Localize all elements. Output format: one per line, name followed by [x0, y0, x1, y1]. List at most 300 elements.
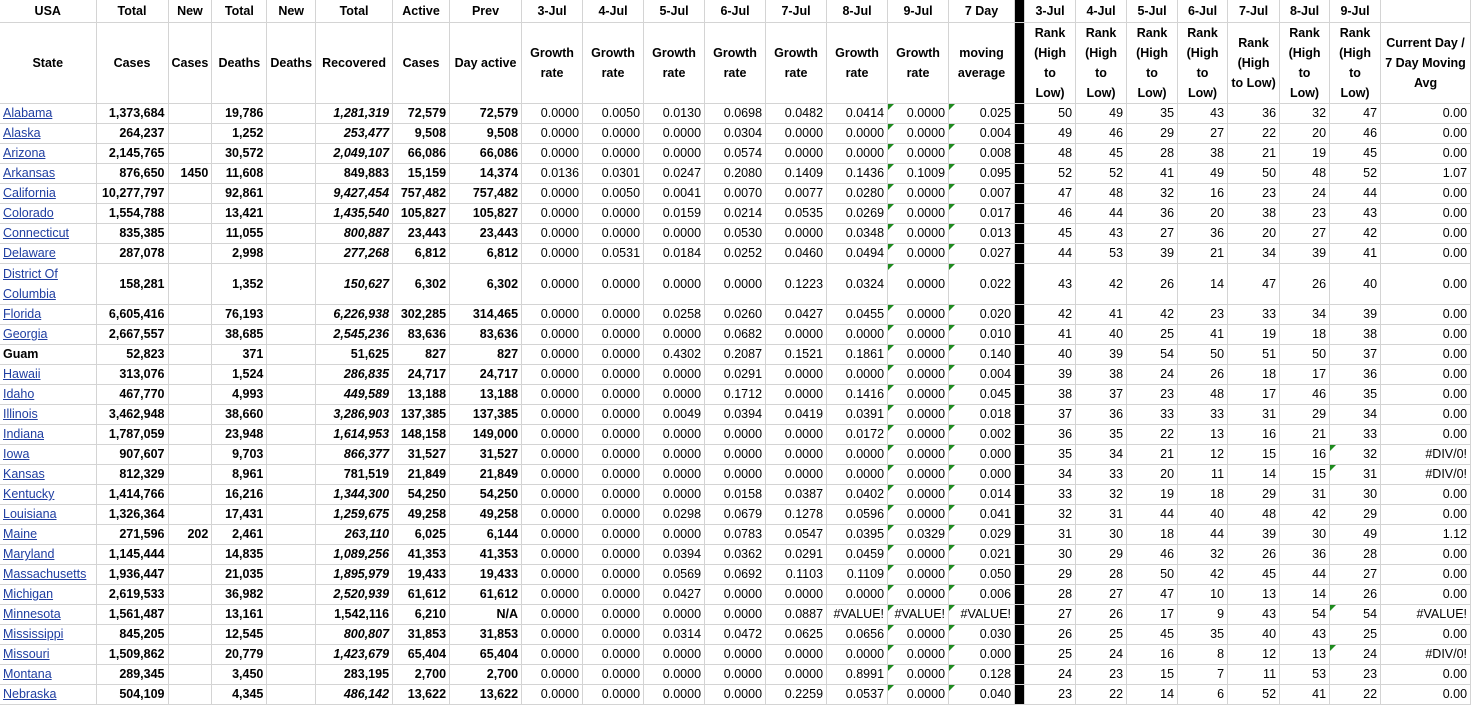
data-cell[interactable]: 1,352 — [212, 264, 267, 305]
header-cell[interactable]: State — [0, 23, 96, 104]
data-cell[interactable]: #DIV/0! — [1381, 465, 1471, 485]
data-cell[interactable]: 0.0000 — [644, 224, 705, 244]
data-cell[interactable] — [168, 645, 212, 665]
data-cell[interactable]: 32 — [1280, 104, 1330, 124]
data-cell[interactable]: 18 — [1228, 365, 1280, 385]
data-cell[interactable]: 72,579 — [450, 104, 522, 124]
data-cell[interactable]: 17 — [1228, 385, 1280, 405]
data-cell[interactable]: 0.00 — [1381, 345, 1471, 365]
data-cell[interactable]: 38 — [1076, 365, 1127, 385]
data-cell[interactable]: 0.0301 — [583, 164, 644, 184]
data-cell[interactable]: 1,435,540 — [316, 204, 393, 224]
data-cell[interactable]: 48 — [1025, 144, 1076, 164]
data-cell[interactable]: 42 — [1330, 224, 1381, 244]
data-cell[interactable]: 21,035 — [212, 565, 267, 585]
data-cell[interactable]: 0.0329 — [888, 525, 949, 545]
data-cell[interactable] — [168, 445, 212, 465]
data-cell[interactable]: 54 — [1330, 605, 1381, 625]
data-cell[interactable]: 0.0000 — [827, 144, 888, 164]
data-cell[interactable]: 13 — [1228, 585, 1280, 605]
data-cell[interactable]: 1,614,953 — [316, 425, 393, 445]
data-cell[interactable]: 13,188 — [393, 385, 450, 405]
data-cell[interactable]: 1450 — [168, 164, 212, 184]
header-cell[interactable]: Rank (High to Low) — [1228, 23, 1280, 104]
data-cell[interactable]: 0.0000 — [522, 104, 583, 124]
data-cell[interactable]: 0.0000 — [766, 445, 827, 465]
data-cell[interactable]: 0.0280 — [827, 184, 888, 204]
data-cell[interactable] — [168, 365, 212, 385]
data-cell[interactable]: 0.0000 — [522, 405, 583, 425]
data-cell[interactable]: 19,433 — [450, 565, 522, 585]
data-cell[interactable]: 31 — [1280, 485, 1330, 505]
data-cell[interactable]: 6,210 — [393, 605, 450, 625]
state-link[interactable]: Minnesota — [0, 605, 96, 625]
data-cell[interactable]: 36 — [1228, 104, 1280, 124]
data-cell[interactable]: 48 — [1280, 164, 1330, 184]
state-link[interactable]: Idaho — [0, 385, 96, 405]
data-cell[interactable]: 43 — [1280, 625, 1330, 645]
data-cell[interactable]: 271,596 — [96, 525, 168, 545]
data-cell[interactable]: 44 — [1178, 525, 1228, 545]
data-cell[interactable]: 0.2259 — [766, 685, 827, 705]
data-cell[interactable]: 0.0000 — [888, 124, 949, 144]
data-cell[interactable]: 41 — [1330, 244, 1381, 264]
state-link[interactable]: Indiana — [0, 425, 96, 445]
data-cell[interactable]: 15 — [1280, 465, 1330, 485]
data-cell[interactable]: 0.00 — [1381, 305, 1471, 325]
data-cell[interactable]: 38,685 — [212, 325, 267, 345]
data-cell[interactable]: 14,374 — [450, 164, 522, 184]
data-cell[interactable]: 26 — [1076, 605, 1127, 625]
data-cell[interactable]: 54 — [1127, 345, 1178, 365]
header-cell[interactable]: 4-Jul — [583, 0, 644, 23]
data-cell[interactable]: 371 — [212, 345, 267, 365]
data-cell[interactable] — [267, 525, 316, 545]
data-cell[interactable] — [168, 244, 212, 264]
data-cell[interactable]: 0.0000 — [583, 305, 644, 325]
data-cell[interactable]: 0.040 — [949, 685, 1015, 705]
data-cell[interactable]: 39 — [1076, 345, 1127, 365]
data-cell[interactable]: 0.0000 — [827, 645, 888, 665]
data-cell[interactable]: 800,807 — [316, 625, 393, 645]
data-cell[interactable] — [267, 605, 316, 625]
data-cell[interactable]: 0.0000 — [705, 465, 766, 485]
data-cell[interactable] — [168, 405, 212, 425]
data-cell[interactable]: 0.0000 — [888, 204, 949, 224]
data-cell[interactable]: 21,849 — [450, 465, 522, 485]
data-cell[interactable]: 24 — [1025, 665, 1076, 685]
data-cell[interactable]: 35 — [1127, 104, 1178, 124]
data-cell[interactable] — [267, 204, 316, 224]
data-cell[interactable]: 0.140 — [949, 345, 1015, 365]
data-cell[interactable]: 0.0000 — [888, 685, 949, 705]
data-cell[interactable]: 41,353 — [450, 545, 522, 565]
data-cell[interactable]: 0.0000 — [888, 104, 949, 124]
data-cell[interactable]: 0.8991 — [827, 665, 888, 685]
header-cell[interactable]: Deaths — [267, 23, 316, 104]
state-link[interactable]: Maryland — [0, 545, 96, 565]
data-cell[interactable]: 4,993 — [212, 385, 267, 405]
data-cell[interactable]: 9,427,454 — [316, 184, 393, 204]
data-cell[interactable]: 2,619,533 — [96, 585, 168, 605]
data-cell[interactable]: 31,527 — [450, 445, 522, 465]
data-cell[interactable]: 35 — [1025, 445, 1076, 465]
data-cell[interactable]: 11,055 — [212, 224, 267, 244]
data-cell[interactable]: 44 — [1330, 184, 1381, 204]
data-cell[interactable]: 0.0269 — [827, 204, 888, 224]
data-cell[interactable]: 1,252 — [212, 124, 267, 144]
header-cell[interactable]: Growth rate — [888, 23, 949, 104]
data-cell[interactable]: 0.0000 — [888, 445, 949, 465]
data-cell[interactable]: 0.0000 — [644, 124, 705, 144]
data-cell[interactable]: 32 — [1127, 184, 1178, 204]
data-cell[interactable]: 27 — [1127, 224, 1178, 244]
data-cell[interactable]: 0.0698 — [705, 104, 766, 124]
data-cell[interactable]: 0.000 — [949, 445, 1015, 465]
data-cell[interactable]: 0.0000 — [766, 465, 827, 485]
data-cell[interactable]: 0.0000 — [522, 545, 583, 565]
data-cell[interactable]: 0.00 — [1381, 545, 1471, 565]
data-cell[interactable]: 14 — [1178, 264, 1228, 305]
data-cell[interactable]: 0.0000 — [583, 345, 644, 365]
data-cell[interactable]: 0.0402 — [827, 485, 888, 505]
data-cell[interactable] — [267, 665, 316, 685]
header-cell[interactable]: Growth rate — [522, 23, 583, 104]
data-cell[interactable]: 0.020 — [949, 305, 1015, 325]
header-cell[interactable]: Growth rate — [583, 23, 644, 104]
data-cell[interactable]: 0.0000 — [644, 445, 705, 465]
data-cell[interactable]: 9,703 — [212, 445, 267, 465]
data-cell[interactable]: 50 — [1127, 565, 1178, 585]
data-cell[interactable]: 0.0000 — [583, 124, 644, 144]
data-cell[interactable]: 0.2080 — [705, 164, 766, 184]
data-cell[interactable]: 27 — [1330, 565, 1381, 585]
data-cell[interactable]: 0.0000 — [888, 425, 949, 445]
data-cell[interactable]: 21,849 — [393, 465, 450, 485]
data-cell[interactable]: 0.0000 — [522, 445, 583, 465]
data-cell[interactable]: 286,835 — [316, 365, 393, 385]
data-cell[interactable]: 835,385 — [96, 224, 168, 244]
data-cell[interactable]: 2,545,236 — [316, 325, 393, 345]
data-cell[interactable]: 0.0000 — [583, 665, 644, 685]
data-cell[interactable]: 757,482 — [393, 184, 450, 204]
data-cell[interactable]: 36 — [1280, 545, 1330, 565]
data-cell[interactable]: 0.00 — [1381, 264, 1471, 305]
data-cell[interactable]: 0.0247 — [644, 164, 705, 184]
data-cell[interactable]: 0.0000 — [888, 144, 949, 164]
header-cell[interactable]: Recovered — [316, 23, 393, 104]
state-link[interactable]: Louisiana — [0, 505, 96, 525]
data-cell[interactable]: 27 — [1076, 585, 1127, 605]
data-cell[interactable]: 38 — [1178, 144, 1228, 164]
data-cell[interactable]: 0.0000 — [644, 264, 705, 305]
data-cell[interactable]: 0.021 — [949, 545, 1015, 565]
data-cell[interactable]: 0.00 — [1381, 685, 1471, 705]
data-cell[interactable]: 0.0000 — [583, 325, 644, 345]
data-cell[interactable]: 26 — [1228, 545, 1280, 565]
data-cell[interactable]: 0.0000 — [888, 585, 949, 605]
data-cell[interactable]: 0.00 — [1381, 425, 1471, 445]
header-cell[interactable]: 6-Jul — [705, 0, 766, 23]
data-cell[interactable]: 0.0000 — [888, 365, 949, 385]
data-cell[interactable]: 21 — [1280, 425, 1330, 445]
data-cell[interactable]: 23,443 — [450, 224, 522, 244]
state-link[interactable]: Kentucky — [0, 485, 96, 505]
data-cell[interactable]: 53 — [1076, 244, 1127, 264]
header-cell[interactable]: Growth rate — [827, 23, 888, 104]
data-cell[interactable]: 0.0569 — [644, 565, 705, 585]
header-cell[interactable]: 3-Jul — [1025, 0, 1076, 23]
data-cell[interactable] — [168, 104, 212, 124]
data-cell[interactable]: 28 — [1127, 144, 1178, 164]
data-cell[interactable]: 812,329 — [96, 465, 168, 485]
data-cell[interactable]: 35 — [1178, 625, 1228, 645]
data-cell[interactable]: 277,268 — [316, 244, 393, 264]
data-cell[interactable]: 0.00 — [1381, 665, 1471, 685]
data-cell[interactable]: 0.4302 — [644, 345, 705, 365]
data-cell[interactable]: 0.00 — [1381, 485, 1471, 505]
data-cell[interactable]: 43 — [1330, 204, 1381, 224]
data-cell[interactable]: 42 — [1127, 305, 1178, 325]
data-cell[interactable]: 22 — [1076, 685, 1127, 705]
data-cell[interactable]: 0.0574 — [705, 144, 766, 164]
data-cell[interactable]: 907,607 — [96, 445, 168, 465]
data-cell[interactable]: 0.0000 — [522, 605, 583, 625]
state-link[interactable]: Hawaii — [0, 365, 96, 385]
data-cell[interactable]: 22 — [1330, 685, 1381, 705]
data-cell[interactable]: 289,345 — [96, 665, 168, 685]
data-cell[interactable]: 137,385 — [450, 405, 522, 425]
data-cell[interactable]: 29 — [1076, 545, 1127, 565]
header-cell[interactable]: New — [267, 0, 316, 23]
data-cell[interactable]: 0.0395 — [827, 525, 888, 545]
header-cell[interactable]: 3-Jul — [522, 0, 583, 23]
data-cell[interactable] — [168, 345, 212, 365]
data-cell[interactable]: 24,717 — [450, 365, 522, 385]
state-link[interactable]: Connecticut — [0, 224, 96, 244]
data-cell[interactable]: 44 — [1127, 505, 1178, 525]
data-cell[interactable]: 1,089,256 — [316, 545, 393, 565]
data-cell[interactable]: 66,086 — [393, 144, 450, 164]
data-cell[interactable]: 0.00 — [1381, 625, 1471, 645]
data-cell[interactable]: 12 — [1178, 445, 1228, 465]
data-cell[interactable]: 202 — [168, 525, 212, 545]
data-cell[interactable]: 0.0387 — [766, 485, 827, 505]
data-cell[interactable]: 14,835 — [212, 545, 267, 565]
data-cell[interactable]: 137,385 — [393, 405, 450, 425]
data-cell[interactable] — [168, 124, 212, 144]
data-cell[interactable]: 866,377 — [316, 445, 393, 465]
data-cell[interactable]: 1,145,444 — [96, 545, 168, 565]
data-cell[interactable]: 0.0000 — [888, 505, 949, 525]
data-cell[interactable]: 54 — [1280, 605, 1330, 625]
data-cell[interactable]: 47 — [1127, 585, 1178, 605]
data-cell[interactable]: 0.1712 — [705, 385, 766, 405]
data-cell[interactable]: 18 — [1280, 325, 1330, 345]
data-cell[interactable]: 11 — [1228, 665, 1280, 685]
header-cell[interactable]: USA — [0, 0, 96, 23]
data-cell[interactable]: 23 — [1178, 305, 1228, 325]
data-cell[interactable]: 1,561,487 — [96, 605, 168, 625]
data-cell[interactable]: 6,226,938 — [316, 305, 393, 325]
data-cell[interactable]: 47 — [1025, 184, 1076, 204]
data-cell[interactable]: 0.006 — [949, 585, 1015, 605]
data-cell[interactable]: 486,142 — [316, 685, 393, 705]
data-cell[interactable]: 42 — [1025, 305, 1076, 325]
data-cell[interactable]: 148,158 — [393, 425, 450, 445]
data-cell[interactable]: 0.007 — [949, 184, 1015, 204]
data-cell[interactable]: 0.095 — [949, 164, 1015, 184]
data-cell[interactable]: 0.025 — [949, 104, 1015, 124]
data-cell[interactable]: 0.0000 — [705, 445, 766, 465]
data-cell[interactable]: 0.0000 — [644, 144, 705, 164]
data-cell[interactable]: 37 — [1025, 405, 1076, 425]
data-cell[interactable]: 32 — [1178, 545, 1228, 565]
data-cell[interactable]: 150,627 — [316, 264, 393, 305]
data-cell[interactable]: 1,509,862 — [96, 645, 168, 665]
header-cell[interactable]: Cases — [168, 23, 212, 104]
data-cell[interactable]: 40 — [1330, 264, 1381, 305]
data-cell[interactable]: 50 — [1280, 345, 1330, 365]
header-cell[interactable]: 5-Jul — [1127, 0, 1178, 23]
data-cell[interactable]: 31 — [1330, 465, 1381, 485]
data-cell[interactable]: 0.0679 — [705, 505, 766, 525]
data-cell[interactable]: 44 — [1280, 565, 1330, 585]
data-cell[interactable] — [267, 585, 316, 605]
data-cell[interactable]: 0.0000 — [705, 685, 766, 705]
data-cell[interactable]: 2,998 — [212, 244, 267, 264]
data-cell[interactable]: 13,622 — [450, 685, 522, 705]
data-cell[interactable]: #DIV/0! — [1381, 445, 1471, 465]
data-cell[interactable]: 6,605,416 — [96, 305, 168, 325]
data-cell[interactable]: 50 — [1228, 164, 1280, 184]
data-cell[interactable]: 149,000 — [450, 425, 522, 445]
data-cell[interactable]: 0.00 — [1381, 124, 1471, 144]
data-cell[interactable]: 0.0427 — [766, 305, 827, 325]
data-cell[interactable]: 0.014 — [949, 485, 1015, 505]
data-cell[interactable]: 0.00 — [1381, 365, 1471, 385]
state-link[interactable]: District Of Columbia — [0, 264, 96, 305]
data-cell[interactable]: 23 — [1228, 184, 1280, 204]
data-cell[interactable]: 0.0000 — [522, 685, 583, 705]
data-cell[interactable]: 54,250 — [393, 485, 450, 505]
data-cell[interactable]: 17,431 — [212, 505, 267, 525]
data-cell[interactable]: 18 — [1178, 485, 1228, 505]
data-cell[interactable]: 9,508 — [450, 124, 522, 144]
data-cell[interactable]: 51 — [1228, 345, 1280, 365]
data-cell[interactable]: 29 — [1025, 565, 1076, 585]
data-cell[interactable] — [168, 184, 212, 204]
data-cell[interactable]: 22 — [1127, 425, 1178, 445]
data-cell[interactable]: 0.0656 — [827, 625, 888, 645]
data-cell[interactable]: 0.0535 — [766, 204, 827, 224]
data-cell[interactable]: 504,109 — [96, 685, 168, 705]
data-cell[interactable]: 0.0530 — [705, 224, 766, 244]
data-cell[interactable]: 0.0000 — [583, 445, 644, 465]
data-cell[interactable] — [168, 565, 212, 585]
data-cell[interactable]: 0.0000 — [705, 585, 766, 605]
data-cell[interactable]: 0.0000 — [522, 565, 583, 585]
data-cell[interactable]: 2,700 — [393, 665, 450, 685]
data-cell[interactable]: 45 — [1076, 144, 1127, 164]
data-cell[interactable]: 0.0000 — [827, 585, 888, 605]
data-cell[interactable] — [267, 365, 316, 385]
data-cell[interactable]: 0.0000 — [583, 204, 644, 224]
data-cell[interactable] — [267, 224, 316, 244]
data-cell[interactable]: 41 — [1178, 325, 1228, 345]
data-cell[interactable]: 0.00 — [1381, 565, 1471, 585]
data-cell[interactable]: 0.0000 — [583, 264, 644, 305]
data-cell[interactable] — [168, 425, 212, 445]
state-link[interactable]: Alaska — [0, 124, 96, 144]
data-cell[interactable]: 34 — [1330, 405, 1381, 425]
data-cell[interactable]: 0.0260 — [705, 305, 766, 325]
data-cell[interactable]: 0.0000 — [583, 545, 644, 565]
data-cell[interactable]: 13 — [1280, 645, 1330, 665]
data-cell[interactable] — [267, 104, 316, 124]
header-cell[interactable]: 9-Jul — [888, 0, 949, 23]
data-cell[interactable]: #VALUE! — [949, 605, 1015, 625]
data-cell[interactable]: 53 — [1280, 665, 1330, 685]
data-cell[interactable]: 0.1009 — [888, 164, 949, 184]
data-cell[interactable]: 1,414,766 — [96, 485, 168, 505]
data-cell[interactable]: 0.0000 — [888, 224, 949, 244]
data-cell[interactable]: 0.00 — [1381, 385, 1471, 405]
data-cell[interactable]: 0.0547 — [766, 525, 827, 545]
data-cell[interactable]: 27 — [1025, 605, 1076, 625]
data-cell[interactable]: 0.030 — [949, 625, 1015, 645]
state-link[interactable]: Illinois — [0, 405, 96, 425]
data-cell[interactable]: 29 — [1228, 485, 1280, 505]
data-cell[interactable] — [267, 505, 316, 525]
data-cell[interactable]: 1.07 — [1381, 164, 1471, 184]
data-cell[interactable]: 0.0459 — [827, 545, 888, 565]
data-cell[interactable]: 0.0000 — [766, 425, 827, 445]
data-cell[interactable]: 25 — [1127, 325, 1178, 345]
data-cell[interactable] — [168, 325, 212, 345]
data-cell[interactable]: 29 — [1330, 505, 1381, 525]
data-cell[interactable]: 41 — [1076, 305, 1127, 325]
data-cell[interactable]: #VALUE! — [888, 605, 949, 625]
data-cell[interactable]: 0.0000 — [766, 365, 827, 385]
data-cell[interactable]: 25 — [1076, 625, 1127, 645]
data-cell[interactable]: 49,258 — [450, 505, 522, 525]
data-cell[interactable]: 29 — [1127, 124, 1178, 144]
state-link[interactable]: Mississippi — [0, 625, 96, 645]
data-cell[interactable]: 6,302 — [450, 264, 522, 305]
data-cell[interactable]: 0.0000 — [827, 325, 888, 345]
data-cell[interactable]: 24 — [1330, 645, 1381, 665]
data-cell[interactable]: 36 — [1330, 365, 1381, 385]
data-cell[interactable]: 0.0000 — [827, 465, 888, 485]
data-cell[interactable]: 0.0000 — [888, 244, 949, 264]
data-cell[interactable] — [168, 605, 212, 625]
data-cell[interactable]: 0.050 — [949, 565, 1015, 585]
data-cell[interactable]: 0.0783 — [705, 525, 766, 545]
data-cell[interactable]: 0.1103 — [766, 565, 827, 585]
data-cell[interactable]: 0.1109 — [827, 565, 888, 585]
data-cell[interactable]: 105,827 — [450, 204, 522, 224]
data-cell[interactable]: 33 — [1228, 305, 1280, 325]
data-cell[interactable]: 36 — [1076, 405, 1127, 425]
data-cell[interactable]: 0.0000 — [583, 525, 644, 545]
data-cell[interactable]: 0.0000 — [522, 204, 583, 224]
data-cell[interactable]: 20 — [1178, 204, 1228, 224]
data-cell[interactable]: 0.0000 — [644, 365, 705, 385]
data-cell[interactable]: 23,948 — [212, 425, 267, 445]
data-cell[interactable]: 0.1409 — [766, 164, 827, 184]
data-cell[interactable]: 27 — [1280, 224, 1330, 244]
